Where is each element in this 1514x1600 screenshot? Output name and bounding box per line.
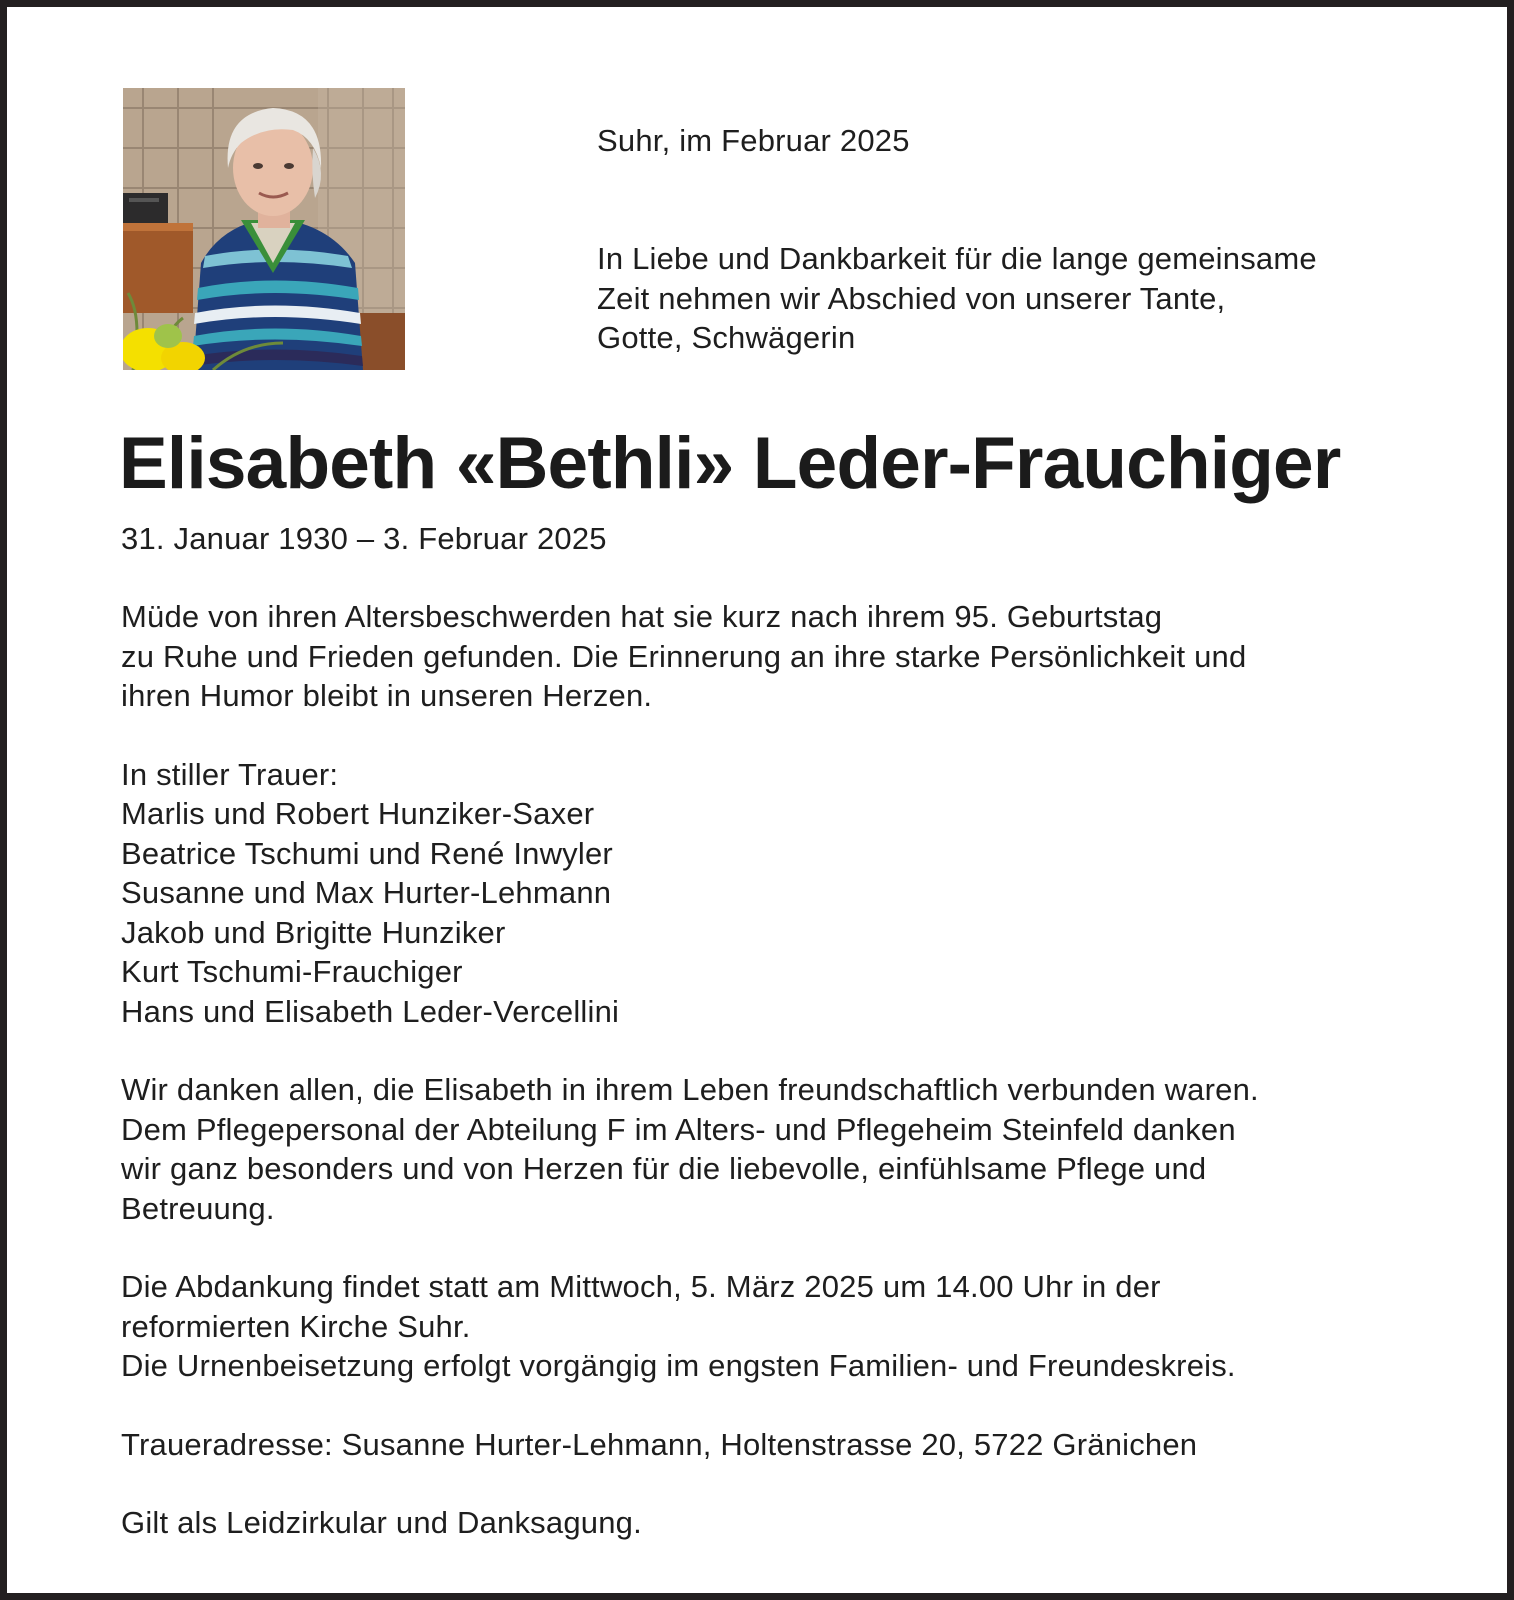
mourner-entry: Jakob und Brigitte Hunziker	[121, 914, 506, 950]
thanks-line: Wir danken allen, die Elisabeth in ihrem Leben freundschaftlich verbunden waren.	[121, 1072, 1259, 1107]
address-paragraph	[121, 1425, 1441, 1465]
tribute-line: Müde von ihren Altersbeschwerden hat sie kurz nach ihrem 95. Geburtstag	[121, 599, 1163, 634]
obituary-body	[121, 597, 1441, 1543]
place-date: Suhr, im Februar 2025	[597, 123, 910, 158]
thanks-paragraph	[121, 1070, 1441, 1228]
portrait-photo	[123, 88, 405, 370]
thanks-line: Betreuung.	[121, 1190, 275, 1226]
thanks-line: Dem Pflegepersonal der Abteilung F im Alters- und Pflegeheim Steinfeld danken	[121, 1111, 1236, 1147]
thanks-line: wir ganz besonders und von Herzen für die liebevolle, einfühlsame Pflege und	[121, 1151, 1207, 1186]
intro-line: In Liebe und Dankbarkeit für die lange gemeinsame	[597, 241, 1317, 276]
mourner-entry: Hans und Elisabeth Leder-Vercellini	[121, 993, 620, 1029]
service-paragraph	[121, 1267, 1441, 1386]
lifespan: 31. Januar 1930 – 3. Februar 2025	[121, 521, 607, 556]
service-line: reformierten Kirche Suhr.	[121, 1308, 471, 1344]
mourner-entry: Kurt Tschumi-Frauchiger	[121, 954, 463, 989]
mourners-heading: In stiller Trauer:	[121, 756, 339, 792]
service-line: Die Abdankung findet statt am Mittwoch, 5. März 2025 um 14.00 Uhr in der	[121, 1269, 1161, 1304]
mourner-entry: Susanne und Max Hurter-Lehmann	[121, 875, 612, 910]
intro-text	[597, 239, 1317, 358]
closing-paragraph	[121, 1503, 1441, 1543]
intro-line: Zeit nehmen wir Abschied von unserer Tante,	[597, 280, 1226, 316]
mourner-entry: Marlis und Robert Hunziker-Saxer	[121, 796, 595, 831]
mourning-address: Traueradresse: Susanne Hurter-Lehmann, Holtenstrasse 20, 5722 Gränichen	[121, 1426, 1198, 1462]
service-line: Die Urnenbeisetzung erfolgt vorgängig im engsten Familien- und Freundeskreis.	[121, 1348, 1236, 1383]
tribute-line: ihren Humor bleibt in unseren Herzen.	[121, 678, 653, 713]
mourners-list	[121, 755, 1441, 1032]
closing-note: Gilt als Leidzirkular und Danksagung.	[121, 1505, 642, 1540]
mourner-entry: Beatrice Tschumi und René Inwyler	[121, 835, 613, 871]
tribute-paragraph	[121, 597, 1441, 716]
deceased-name: Elisabeth «Bethli» Leder-Frauchiger	[119, 423, 1341, 504]
intro-line: Gotte, Schwägerin	[597, 320, 856, 355]
tribute-line: zu Ruhe und Frieden gefunden. Die Erinnerung an ihre starke Persönlichkeit und	[121, 638, 1247, 674]
